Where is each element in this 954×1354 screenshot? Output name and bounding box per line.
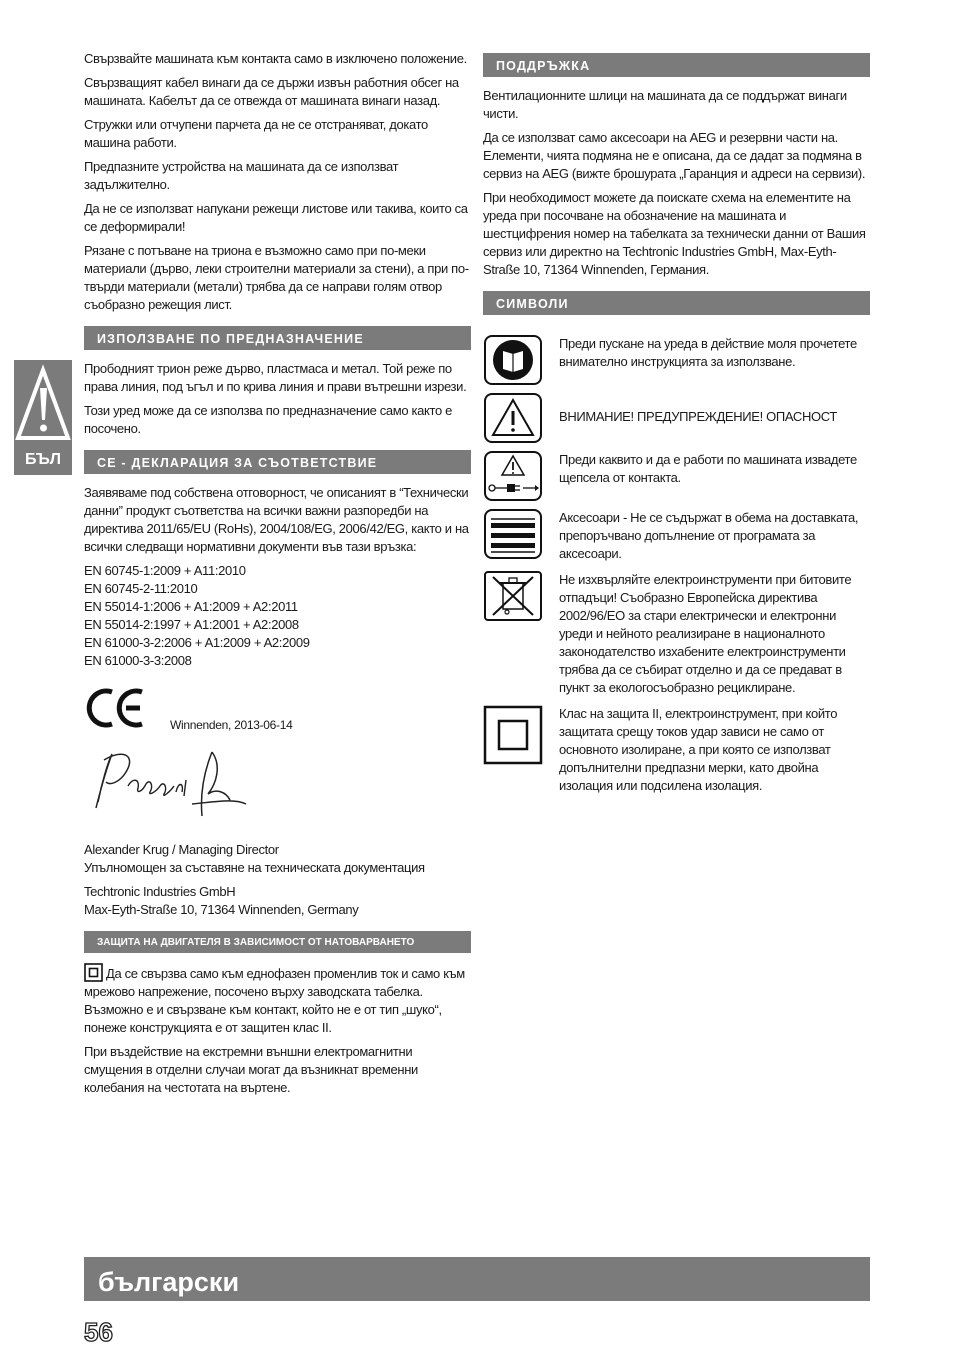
- symbol-row: [483, 451, 870, 501]
- read-manual-icon: [483, 335, 543, 385]
- class-ii-icon: [483, 705, 543, 765]
- footer-language: български: [98, 1267, 240, 1297]
- symbol-text: Аксесоари - Не се съдържат в обема на доставката, препоръчвано допълнение от програмата за аксесоари.: [559, 510, 859, 561]
- signature-icon: [84, 742, 264, 832]
- warning-triangle-icon: [483, 393, 543, 443]
- language-side-tab: [14, 360, 72, 475]
- declaration-text: Заявяваме под собствена отговорност, че описаният в “Технически данни” продукт съответства на всички важни разпоредби на директива 2011/65/EU (RoHs), 2004/108/EG, 2006/42/EG, както и на всички следващи нормативни документи във тази връзка:: [84, 485, 469, 554]
- right-column: [483, 50, 870, 803]
- motor-protection-heading: ЗАЩИТА НА ДВИГАТЕЛЯ В ЗАВИСИМОСТ ОТ НАТОВАРВАНЕТО: [84, 931, 471, 953]
- norms-list: [84, 562, 471, 670]
- motor-protection-text: Да се свързва само към еднофазен променлив ток и само към мрежово напрежение, посочено върху заводската табелка. Възможно е и свързване към контакт, който не е от тип „шуко“, понеже конструкцията е от защитен клас II.: [84, 966, 465, 1035]
- symbol-text: Клас на защита II, електроинструмент, при който защитата срещу токов удар зависи не само от основното изолиране, а при която се използват допълнителни предпазни мерки, като двойна изолация или подсилена изолация.: [559, 706, 838, 793]
- intro-paragraph: Предпазните устройства на машината да се използват задължително.: [84, 159, 399, 192]
- norm-item: EN 61000-3-2:2006 + A1:2009 + A2:2009: [84, 635, 310, 650]
- maintenance-paragraph: Да се използват само аксесоари на AEG и резервни части на. Елементи, чиятa подмяна не е описана, да се дадат за подмяна в сервиз на AEG (вижте брошурата „Гаранция и адреси на сервизи).: [483, 130, 866, 181]
- intended-use-paragraph: Прободният трион реже дърво, пластмаса и метал. Той реже по права линия, под ъгъл и по крива линия и прави вътрешни изрези.: [84, 361, 467, 394]
- norm-item: EN 61000-3-3:2008: [84, 653, 192, 668]
- intro-paragraph: Свързвайте машината към контакта само в изключено положение.: [84, 51, 467, 66]
- intro-paragraph: Стружки или отчупени парчета да не се отстраняват, докато машина работи.: [84, 117, 428, 150]
- norm-item: EN 55014-2:1997 + A1:2001 + A2:2008: [84, 617, 299, 632]
- symbol-row: [483, 335, 870, 385]
- symbol-text: ВНИМАНИЕ! ПРЕДУПРЕЖДЕНИЕ! ОПАСНОСТ: [559, 409, 837, 424]
- intro-paragraph: Рязане с потъване на триона е възможно само при по-меки материали (дърво, леки строителни материали за стени), а при по-твърди материали (метали) трябва да се направи голям отвор съобразно режещия лист.: [84, 243, 469, 312]
- symbol-row: [483, 705, 870, 795]
- signatory: Alexander Krug / Managing Director: [84, 842, 279, 857]
- place-date: Winnenden, 2013-06-14: [170, 718, 293, 732]
- accessories-icon: [483, 509, 543, 559]
- maintenance-paragraph: Вентилационните шлици на машината да се поддържат винаги чисти.: [483, 88, 847, 121]
- ce-mark-icon: [84, 686, 148, 730]
- company-name: Techtronic Industries GmbH: [84, 884, 236, 899]
- class-ii-small-icon: [84, 963, 103, 982]
- norm-item: EN 60745-2-11:2010: [84, 581, 198, 596]
- symbols-heading: СИМВОЛИ: [483, 291, 870, 315]
- authorized-text: Упълномощен за съставяне на техническата документация: [84, 860, 425, 875]
- intended-use-heading: ИЗПОЛЗВАНЕ ПО ПРЕДНАЗНАЧЕНИЕ: [84, 326, 471, 350]
- side-tab-label: БЪЛ: [24, 451, 62, 468]
- intro-paragraph: Свързващият кабел винаги да се държи извън работния обсег на машината. Кабелът да се отвежда от машината винаги назад.: [84, 75, 459, 108]
- motor-protection-paragraph: [84, 963, 471, 1037]
- symbol-row: [483, 393, 870, 443]
- unplug-icon: [483, 451, 543, 501]
- warning-exclamation-icon: [14, 364, 72, 449]
- intended-use-paragraph: Този уред може да се използва по предназначение само както е посочено.: [84, 403, 452, 436]
- symbol-text: Не изхвърляйте електроинструменти при битовите отпадъци! Съобразно Европейска директива 2002/96/EO за стари електрически и електронни уреди и нейното реализиране в националното законодателство изхабените електроинструменти трябва да се събират отделно и да се предават в пункт за екологосъобразно рециклиране.: [559, 572, 852, 695]
- norm-item: EN 60745-1:2009 + A11:2010: [84, 563, 246, 578]
- maintenance-heading: ПОДДРЪЖКА: [483, 53, 870, 77]
- motor-protection-paragraph-2: При въздействие на екстремни външни електромагнитни смущения в отделни случаи могат да възникнат временни колебания на честотата на въртене.: [84, 1044, 418, 1095]
- weee-bin-icon: [483, 571, 543, 621]
- norm-item: EN 55014-1:2006 + A1:2009 + A2:2011: [84, 599, 298, 614]
- symbol-row: [483, 509, 870, 563]
- intro-paragraph: Да не се използват напукани режещи листове или такива, които са се деформирали!: [84, 201, 468, 234]
- left-column: [84, 50, 471, 1103]
- page-number: 56: [84, 1317, 113, 1347]
- declaration-heading: CE - ДЕКЛАРАЦИЯ ЗА СЪОТВЕТСТВИЕ: [84, 450, 471, 474]
- symbol-text: Преди каквито и да е работи по машината извадете щепсела от контакта.: [559, 452, 857, 485]
- symbol-row: [483, 571, 870, 697]
- maintenance-paragraph: При необходимост можете да поискате схема на елементите на уреда при посочване на обозначение на машината и шестцифрения номер на табелката за технически данни от Вашия сервиз или директно на Techtronic Industries GmbH, Max-Eyth-Straße 10, 71364 Winnenden, Германия.: [483, 190, 866, 277]
- footer-language-bar: [84, 1257, 870, 1301]
- symbol-text: Преди пускане на уреда в действие моля прочетете внимателно инструкцията за използване.: [559, 336, 857, 369]
- ce-row: [84, 680, 471, 730]
- company-address: Max-Eyth-Straße 10, 71364 Winnenden, Germany: [84, 902, 359, 917]
